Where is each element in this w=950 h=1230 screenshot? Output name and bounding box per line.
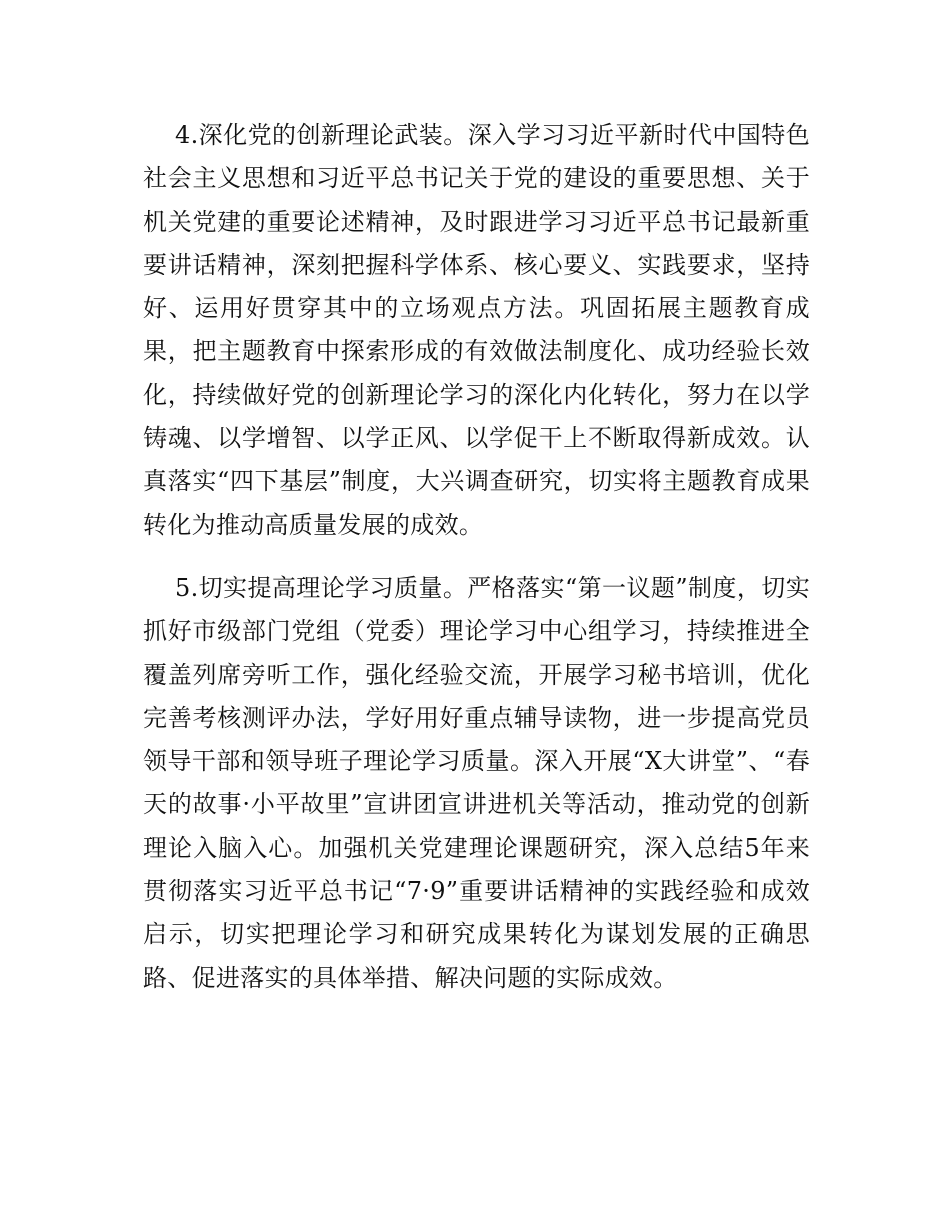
document-body [143,114,810,1000]
paragraph-item-5: 5.切实提高理论学习质量。严格落实“第一议题”制度，切实抓好市级部门党组（党委）理论学习中心组学习，持续推进全覆盖列席旁听工作，强化经验交流，开展学习秘书培训，优化完善考核测评办法，学好用好重点辅导读物，进一步提高党员领导干部和领导班子理论学习质量。深入开展“X大讲堂”、“春天的故事·小平故里”宣讲团宣讲进机关等活动，推动党的创新理论入脑入心。加强机关党建理论课题研究，深入总结5年来贯彻落实习近平总书记“7·9”重要讲话精神的实践经验和成效启示，切实把理论学习和研究成果转化为谋划发展的正确思路、促进落实的具体举措、解决问题的实际成效。 [143,573,810,992]
paragraph-item-4: 4.深化党的创新理论武装。深入学习习近平新时代中国特色社会主义思想和习近平总书记关于党的建设的重要思想、关于机关党建的重要论述精神，及时跟进学习习近平总书记最新重要讲话精神，深刻把握科学体系、核心要义、实践要求，坚持好、运用好贯穿其中的立场观点方法。巩固拓展主题教育成果，把主题教育中探索形成的有效做法制度化、成功经验长效化，持续做好党的创新理论学习的深化内化转化，努力在以学铸魂、以学增智、以学正风、以学促干上不断取得新成效。认真落实“四下基层”制度，大兴调查研究，切实将主题教育成果转化为推动高质量发展的成效。 [143,121,810,539]
